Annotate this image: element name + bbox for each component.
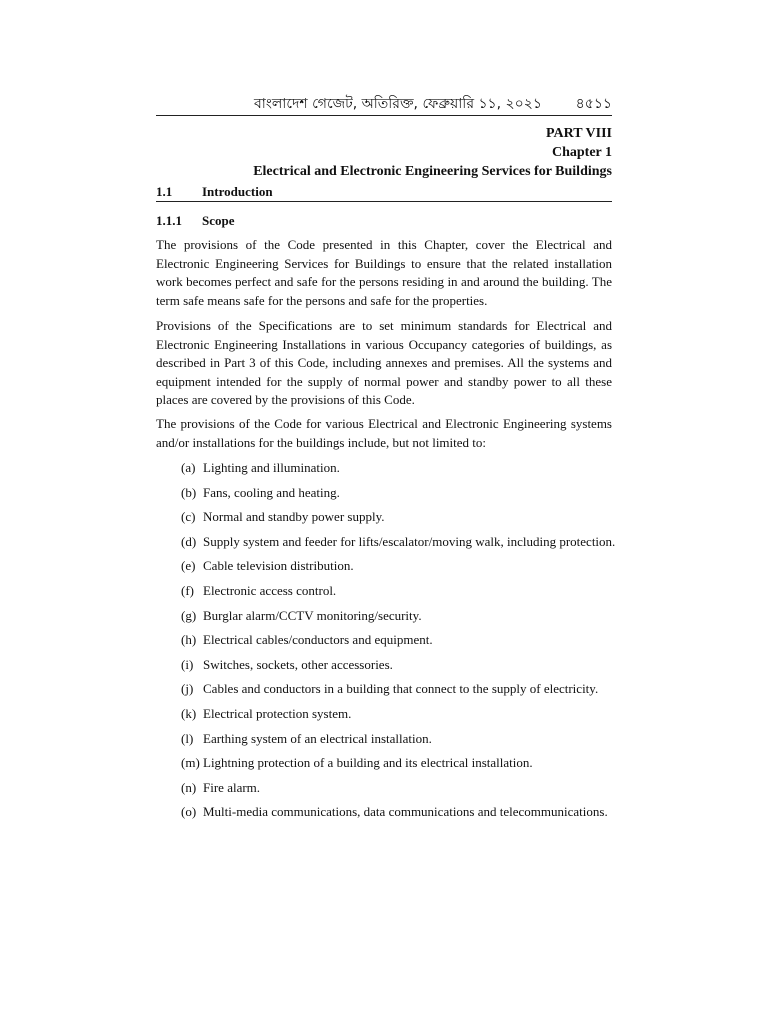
list-item (181, 458, 612, 483)
list-marker: (o) (181, 804, 197, 820)
chapter-title: Electrical and Electronic Engineering Services for Buildings (253, 164, 612, 179)
list-text: Cable television distribution. (203, 558, 354, 574)
list-item (181, 655, 612, 680)
paragraph-scope: The provisions of the Code presented in this Chapter, cover the Electrical and Electronic Engineering Services for Buildings to ensure that the related installation work becomes perfect and safe for the persons residing in and around the building. The term safe means safe for the persons and safe for the properties. (156, 237, 612, 308)
systems-list (181, 458, 616, 827)
list-marker: (c) (181, 509, 196, 525)
list-text: Earthing system of an electrical installation. (203, 730, 432, 746)
paragraph-specifications: Provisions of the Specifications are to set minimum standards for Electrical and Electronic Engineering Installations in various Occupancy categories of buildings, as described in Part 3 of this Code, including annexes and premises. All the systems and equipment intended for the supply of normal power and standby power to all these places are covered by the provisions of this Code. (156, 318, 612, 407)
list-item (181, 753, 612, 778)
list-text: Electrical protection system. (203, 705, 352, 721)
list-text: Switches, sockets, other accessories. (203, 656, 393, 672)
list-text: Lightning protection of a building and its electrical installation. (203, 755, 533, 771)
part-label: PART VIII (545, 126, 612, 141)
list-item (181, 704, 612, 729)
list-marker: (i) (181, 656, 194, 672)
list-marker: (h) (181, 632, 197, 648)
subsection-heading (156, 213, 612, 229)
list-text: Burglar alarm/CCTV monitoring/security. (203, 607, 422, 623)
list-marker: (m) (181, 755, 200, 771)
list-marker: (a) (181, 460, 196, 475)
list-item (181, 802, 612, 827)
header-rule (156, 115, 612, 116)
list-item (181, 729, 612, 754)
list-marker: (j) (181, 681, 194, 697)
list-text: Normal and standby power supply. (203, 509, 385, 525)
list-text: Fire alarm. (203, 779, 261, 795)
list-item (181, 507, 612, 532)
chapter-label: Chapter 1 (551, 145, 612, 160)
list-marker: (l) (181, 730, 194, 746)
gazette-title: বাংলাদেশ গেজেট, অতিরিক্ত, ফেব্রুয়ারি ১১, ২০২১ (254, 96, 542, 112)
list-item (181, 778, 612, 803)
subsection-title: Scope (202, 213, 235, 228)
list-text: Multi-media communications, data communications and telecommunications. (203, 804, 608, 820)
list-marker: (n) (181, 779, 197, 795)
paragraph-list-intro: The provisions of the Code for various Electrical and Electronic Engineering systems and/or installations for the buildings include, but not limited to: (156, 416, 612, 450)
list-text: Fans, cooling and heating. (203, 484, 340, 500)
page-header (156, 92, 612, 114)
list-item (181, 483, 612, 508)
list-item (181, 556, 612, 581)
section-heading (156, 184, 612, 200)
list-item (181, 606, 612, 631)
list-text: Supply system and feeder for lifts/escalator/moving walk, including protection. (203, 533, 616, 549)
list-marker: (k) (181, 705, 197, 721)
list-text: Cables and conductors in a building that connect to the supply of electricity. (203, 681, 599, 697)
list-item (181, 532, 616, 557)
subsection-number: 1.1.1 (156, 213, 182, 228)
chapter-heading (253, 124, 612, 181)
list-text: Lighting and illumination. (203, 460, 340, 475)
list-text: Electronic access control. (203, 582, 337, 598)
list-marker: (e) (181, 558, 196, 574)
section-rule (156, 201, 612, 202)
list-text: Electrical cables/conductors and equipment. (203, 632, 433, 648)
list-item (181, 630, 612, 655)
list-item (181, 581, 612, 606)
list-marker: (b) (181, 484, 197, 500)
list-marker: (g) (181, 607, 197, 623)
list-item (181, 679, 612, 704)
list-marker: (d) (181, 533, 197, 549)
section-title: Introduction (202, 184, 273, 199)
page-number: ৪৫১১ (575, 96, 612, 112)
section-number: 1.1 (156, 184, 173, 199)
list-marker: (f) (181, 582, 194, 598)
